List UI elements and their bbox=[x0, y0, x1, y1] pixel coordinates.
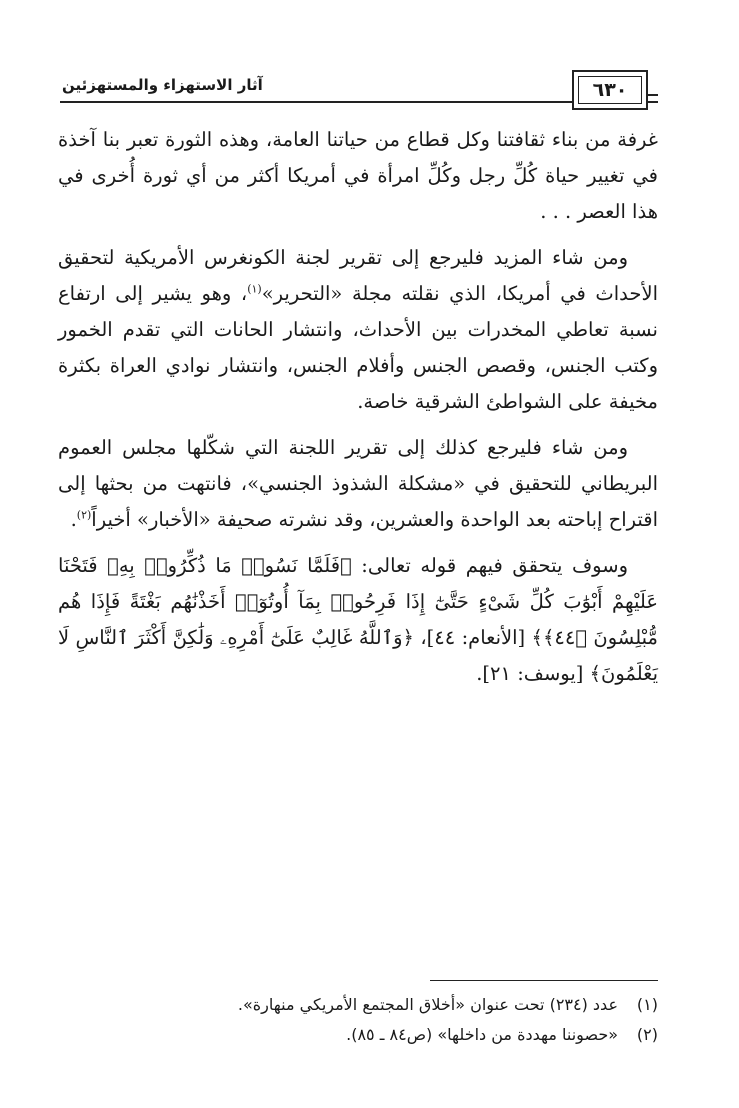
paragraph-3-text-b: . bbox=[70, 508, 77, 531]
verse-intro: وسوف يتحقق فيهم قوله تعالى: bbox=[351, 554, 628, 577]
page-header bbox=[60, 70, 658, 114]
paragraph-3 bbox=[58, 430, 658, 538]
paragraph-2-text-a: ومن شاء المزيد فليرجع إلى تقرير لجنة الكونغرس الأمريكية لتحقيق الأحداث في أمريكا، الذي نقلته مجلة «التحرير» bbox=[58, 246, 658, 305]
paragraph-4 bbox=[58, 548, 658, 692]
footnote-2-text: «حصوننا مهددة من داخلها» (ص٨٤ ـ ٨٥). bbox=[346, 1025, 618, 1044]
page-number: ٦٣٠ bbox=[578, 76, 642, 104]
paragraph-3-text-a: ومن شاء فليرجع كذلك إلى تقرير اللجنة التي شكّلها مجلس العموم البريطاني للتحقيق في «مشكلة الشذوذ الجنسي»، فانتهت من بحثها إلى اقتراح إباحته بعد الواحدة والعشرين، وقد نشرته صحيفة «الأخبار» أخيراً bbox=[58, 436, 658, 531]
header-tick bbox=[648, 94, 658, 96]
paragraph-2-text-b: ، وهو يشير إلى ارتفاع نسبة تعاطي المخدرات بين الأحداث، وانتشار الحانات التي تقدم الخمور وكتب الجنس، وقصص الجنس وأفلام الجنس، وانتشار نوادي العراة بكثرة مخيفة على الشواطئ الشرقية خاصة. bbox=[58, 282, 658, 413]
footnote-2 bbox=[58, 1020, 658, 1050]
quran-verse-2: ﴿وَٱللَّهُ غَالِبٌ عَلَىٰٓ أَمْرِهِۦ وَلَٰكِنَّ أَكْثَرَ ٱلنَّاسِ لَا يَعْلَمُونَ﴾ bbox=[58, 626, 658, 685]
footnote-1-text: عدد (٢٣٤) تحت عنوان «أخلاق المجتمع الأمريكي منهارة». bbox=[237, 995, 618, 1014]
footnote-1 bbox=[58, 990, 658, 1020]
running-title: آثار الاستهزاء والمستهزئين bbox=[62, 76, 263, 94]
paragraph-2 bbox=[58, 240, 658, 420]
footnote-2-number: (٢) bbox=[636, 1025, 658, 1044]
footnote-rule bbox=[430, 980, 658, 981]
body-text bbox=[58, 122, 658, 702]
verse-1-reference: [الأنعام: ٤٤]، bbox=[413, 626, 532, 649]
paragraph-1: غرفة من بناء ثقافتنا وكل قطاع من حياتنا العامة، وهذه الثورة تعبر بنا آخذة في تغيير حياة كُلِّ رجل وكُلِّ امرأة في أمريكا أكثر من أي ثورة أُخرى في هذا العصر . . . bbox=[58, 128, 658, 223]
quran-verse-1: ﴿فَلَمَّا نَسُوا۟ مَا ذُكِّرُوا۟ بِهِۦ فَتَحْنَا عَلَيْهِمْ أَبْوَٰبَ كُلِّ شَىْءٍ حَتَّىٰٓ إِذَا فَرِحُوا۟ بِمَآ أُوتُوٓا۟ أَخَذْنَٰهُم بَغْتَةً فَإِذَا هُم مُّبْلِسُونَ ﴿٤٤﴾﴾ bbox=[58, 554, 658, 649]
verse-2-reference: [يوسف: ٢١]. bbox=[476, 662, 590, 685]
footnote-1-number: (١) bbox=[636, 995, 658, 1014]
header-rule bbox=[60, 101, 658, 103]
page-number-box bbox=[572, 70, 648, 110]
footnote-ref-1: (١) bbox=[247, 282, 262, 296]
footnote-ref-2: (٢) bbox=[76, 508, 92, 522]
footnotes bbox=[58, 990, 658, 1050]
